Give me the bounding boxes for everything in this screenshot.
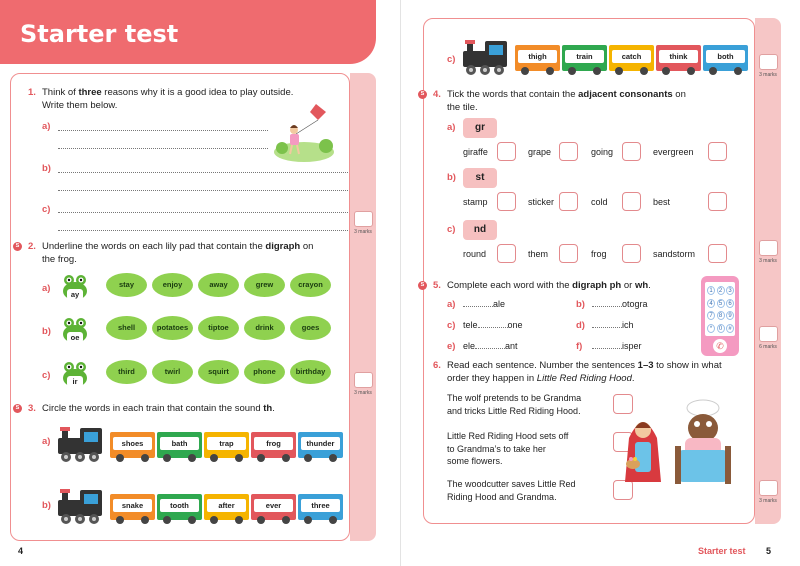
train-car[interactable]	[251, 432, 296, 458]
q5-word[interactable]	[463, 320, 523, 330]
q4-text: Tick the words that contain the adjacent consonants on the tile.	[447, 89, 686, 113]
q5-word-prefix: ele	[463, 341, 476, 351]
wheel	[116, 516, 124, 524]
wheel	[329, 454, 337, 462]
lily-pad[interactable]: tiptoe	[198, 316, 239, 340]
q2a-label: a)	[42, 283, 51, 294]
wheel	[210, 516, 218, 524]
q1b-label: b)	[42, 163, 51, 174]
tick-word: them	[528, 249, 549, 259]
wheel	[163, 516, 171, 524]
sentence-line: The wolf pretends to be Grandma	[447, 393, 582, 403]
wheel	[235, 454, 243, 462]
lily-pad[interactable]: shell	[106, 316, 147, 340]
train-car-label: both	[706, 50, 745, 63]
q5-word[interactable]	[463, 299, 505, 309]
frog-digraph: ir	[67, 376, 83, 387]
q6-number: 6.	[433, 360, 441, 371]
phone-key: 2	[717, 286, 725, 295]
tick-word: sandstorm	[653, 249, 696, 259]
q3b-label: b)	[42, 500, 51, 511]
lily-pad[interactable]: birthday	[290, 360, 331, 384]
tick-word: round	[463, 249, 487, 259]
train-car-label: three	[301, 499, 340, 512]
train-car-label: train	[565, 50, 604, 63]
q2-marks: 3 marks	[354, 390, 372, 396]
lily-pad[interactable]: twirl	[152, 360, 193, 384]
q3-number: 3.	[28, 403, 36, 414]
q5-item-label: b)	[576, 299, 585, 310]
tick-box[interactable]	[708, 192, 727, 211]
sentence-line: The woodcutter saves Little Red	[447, 479, 576, 489]
q2-s-badge: S	[13, 242, 22, 251]
sentence-line: Riding Hood and Grandma.	[447, 491, 557, 502]
q5-item-label: d)	[576, 320, 585, 331]
q5-blank[interactable]	[592, 306, 622, 307]
tick-box[interactable]	[559, 142, 578, 161]
train-engine-icon	[56, 486, 108, 531]
train-car[interactable]	[251, 494, 296, 520]
wheel	[257, 454, 265, 462]
tick-box[interactable]	[497, 244, 516, 263]
train-car[interactable]	[515, 45, 560, 71]
tick-box[interactable]	[559, 192, 578, 211]
phone-key: 9	[726, 311, 734, 320]
q3-s-badge: S	[13, 404, 22, 413]
q5-s-badge: S	[418, 281, 427, 290]
tick-box[interactable]	[559, 244, 578, 263]
q4c-label: c)	[447, 224, 456, 235]
wheel	[304, 516, 312, 524]
wheel	[282, 516, 290, 524]
phone-screen	[705, 282, 735, 336]
lily-pad[interactable]: crayon	[290, 273, 331, 297]
phone-key: 5	[717, 299, 725, 308]
tick-word: cold	[591, 197, 608, 207]
q1-text: Think of three reasons why it is a good idea to play outside. Write them below.	[42, 87, 294, 111]
wheel	[163, 454, 171, 462]
q5-blank[interactable]	[592, 327, 622, 328]
q6-text: Read each sentence. Number the sentences 1–3 to show in what order they happen in Little Red Riding Hood.	[447, 360, 722, 384]
phone-key: #	[726, 324, 734, 333]
q6-marks: 3 marks	[759, 498, 777, 504]
q5-number: 5.	[433, 280, 441, 291]
train-car-label: ever	[254, 499, 293, 512]
q4-s-badge: S	[418, 90, 427, 99]
train-car[interactable]	[157, 432, 202, 458]
q5-word-suffix: ich	[622, 320, 634, 330]
tick-box[interactable]	[622, 142, 641, 161]
q5-blank[interactable]	[463, 306, 493, 307]
train-car[interactable]	[204, 432, 249, 458]
phone-key: 7	[707, 311, 715, 320]
q1-number: 1.	[28, 87, 36, 98]
train-car-label: shoes	[113, 437, 152, 450]
q2-mark-box[interactable]	[354, 372, 373, 388]
train-car-label: bath	[160, 437, 199, 450]
q5-item-label: e)	[447, 341, 456, 352]
q5-word-suffix: isper	[622, 341, 642, 351]
q5-word[interactable]	[592, 341, 642, 351]
wheel	[141, 516, 149, 524]
q5-word-suffix: ant	[505, 341, 518, 351]
q5-blank[interactable]	[478, 327, 508, 328]
sentence-line: and tricks Little Red Riding Hood.	[447, 405, 581, 416]
train-car-label: trap	[207, 437, 246, 450]
q4-number: 4.	[433, 89, 441, 100]
train-car[interactable]	[609, 45, 654, 71]
letter-tile: nd	[463, 220, 497, 240]
phone-call-icon: ✆	[713, 339, 727, 353]
wheel	[593, 67, 601, 75]
q5-blank[interactable]	[475, 348, 505, 349]
train-car[interactable]	[110, 432, 155, 458]
tick-word: sticker	[528, 197, 555, 207]
wheel	[304, 454, 312, 462]
right-marks-strip	[755, 18, 781, 524]
phone-key: *	[707, 324, 715, 333]
wheel	[116, 454, 124, 462]
q5-word[interactable]	[463, 341, 518, 351]
sentence-line: some flowers.	[447, 456, 503, 466]
q3-text: Circle the words in each train that contain the sound th.	[42, 403, 275, 414]
train-car[interactable]	[157, 494, 202, 520]
wheel	[546, 67, 554, 75]
train-car-label: thigh	[518, 50, 557, 63]
phone-key: 4	[707, 299, 715, 308]
q6-mark-box[interactable]	[759, 480, 778, 496]
tick-box[interactable]	[708, 142, 727, 161]
train-engine-icon	[461, 37, 513, 82]
q1b-answer-line-2[interactable]	[58, 190, 348, 191]
lily-pad[interactable]: drink	[244, 316, 285, 340]
q3-mark-box[interactable]	[759, 54, 778, 70]
train-car[interactable]	[656, 45, 701, 71]
phone-key: 8	[717, 311, 725, 320]
tick-word: frog	[591, 249, 607, 259]
letter-tile: gr	[463, 118, 497, 138]
wheel	[709, 67, 717, 75]
tick-word: best	[653, 197, 671, 207]
q5-item-label: c)	[447, 320, 456, 331]
tick-word: grape	[528, 147, 552, 157]
wheel	[257, 516, 265, 524]
q5-word[interactable]	[592, 299, 648, 309]
q4-mark-box[interactable]	[759, 240, 778, 256]
tick-word: giraffe	[463, 147, 488, 157]
lily-pad[interactable]: potatoes	[152, 316, 193, 340]
train-car-label: snake	[113, 499, 152, 512]
red-riding-hood-illustration	[623, 398, 733, 488]
train-engine-icon	[56, 424, 108, 469]
train-car[interactable]	[298, 432, 343, 458]
tick-box[interactable]	[622, 192, 641, 211]
lily-pad[interactable]: phone	[244, 360, 285, 384]
q5-word-suffix: one	[507, 320, 523, 330]
q3-marks: 3 marks	[759, 72, 777, 78]
tick-box[interactable]	[708, 244, 727, 263]
sentence-line: Little Red Riding Hood sets off	[447, 431, 569, 441]
q2-text: Underline the words on each lily pad that contain the digraph on the frog.	[42, 241, 314, 265]
order-sentence	[447, 430, 607, 468]
phone-illustration	[701, 276, 739, 356]
q4b-label: b)	[447, 172, 456, 183]
q1c-answer-line[interactable]	[58, 212, 348, 213]
wheel	[521, 67, 529, 75]
q2-number: 2.	[28, 241, 36, 252]
wheel	[687, 67, 695, 75]
header-band	[0, 0, 376, 64]
train-car-label: think	[659, 50, 698, 63]
right-page-number: 5	[766, 546, 772, 556]
lily-pad[interactable]: goes	[290, 316, 331, 340]
train-car[interactable]	[562, 45, 607, 71]
wheel	[568, 67, 576, 75]
lily-pad[interactable]: stay	[106, 273, 147, 297]
tick-word: stamp	[463, 197, 488, 207]
frog-digraph: ay	[67, 289, 83, 300]
train-car-label: after	[207, 499, 246, 512]
left-marks-strip	[350, 73, 376, 541]
wheel	[188, 516, 196, 524]
page-title: Starter test	[20, 20, 179, 48]
train-car[interactable]	[298, 494, 343, 520]
wheel	[640, 67, 648, 75]
q3a-label: a)	[42, 436, 51, 447]
lily-pad[interactable]: squirt	[198, 360, 239, 384]
train-car[interactable]	[110, 494, 155, 520]
wheel	[188, 454, 196, 462]
train-car[interactable]	[204, 494, 249, 520]
frog-digraph: oe	[67, 332, 83, 343]
train-car-label: catch	[612, 50, 651, 63]
train-car-label: tooth	[160, 499, 199, 512]
wheel	[329, 516, 337, 524]
q5-word-prefix: tele	[463, 320, 478, 330]
tick-word: going	[591, 147, 614, 157]
q5-word-suffix: ale	[493, 299, 506, 309]
phone-key: 0	[717, 324, 725, 333]
train-car[interactable]	[703, 45, 748, 71]
letter-tile: st	[463, 168, 497, 188]
q1a-answer-line-2[interactable]	[58, 148, 268, 149]
wheel	[141, 454, 149, 462]
lily-pad[interactable]: enjoy	[152, 273, 193, 297]
order-sentence	[447, 478, 607, 503]
sentence-line: to Grandma’s to take her	[447, 443, 546, 454]
q1-marks: 3 marks	[354, 229, 372, 235]
lily-pad[interactable]: third	[106, 360, 147, 384]
phone-key: 1	[707, 286, 715, 295]
wheel	[662, 67, 670, 75]
q4-marks: 3 marks	[759, 258, 777, 264]
wheel	[615, 67, 623, 75]
q1c-answer-line-2[interactable]	[58, 230, 348, 231]
q1b-answer-line[interactable]	[58, 172, 348, 173]
train-car-label: frog	[254, 437, 293, 450]
q1-mark-box[interactable]	[354, 211, 373, 227]
tick-box[interactable]	[497, 142, 516, 161]
q5-word-suffix: otogra	[622, 299, 648, 309]
wheel	[734, 67, 742, 75]
left-page-number: 4	[18, 546, 24, 556]
lily-pad[interactable]: away	[198, 273, 239, 297]
q5-item-label: f)	[576, 341, 583, 352]
q5-marks: 6 marks	[759, 344, 777, 350]
footer-section-title: Starter test	[698, 546, 746, 556]
q5-word[interactable]	[592, 320, 634, 330]
q1a-label: a)	[42, 121, 51, 132]
q5-item-label: a)	[447, 299, 456, 310]
phone-key: 6	[726, 299, 734, 308]
tick-box[interactable]	[497, 192, 516, 211]
tick-box[interactable]	[622, 244, 641, 263]
wheel	[210, 454, 218, 462]
q1c-label: c)	[42, 204, 51, 215]
wheel	[235, 516, 243, 524]
q1a-answer-line[interactable]	[58, 130, 268, 131]
q2c-label: c)	[42, 370, 51, 381]
right-page	[400, 0, 800, 566]
q5-blank[interactable]	[592, 348, 622, 349]
q5-text: Complete each word with the digraph ph or wh.	[447, 280, 651, 291]
q3c-label: c)	[447, 54, 456, 65]
kite-girl-illustration	[272, 100, 336, 164]
lily-pad[interactable]: grew	[244, 273, 285, 297]
q4a-label: a)	[447, 122, 456, 133]
order-sentence	[447, 392, 607, 417]
q2b-label: b)	[42, 326, 51, 337]
q5-mark-box[interactable]	[759, 326, 778, 342]
phone-key: 3	[726, 286, 734, 295]
wheel	[282, 454, 290, 462]
train-car-label: thunder	[301, 437, 340, 450]
tick-word: evergreen	[653, 147, 694, 157]
